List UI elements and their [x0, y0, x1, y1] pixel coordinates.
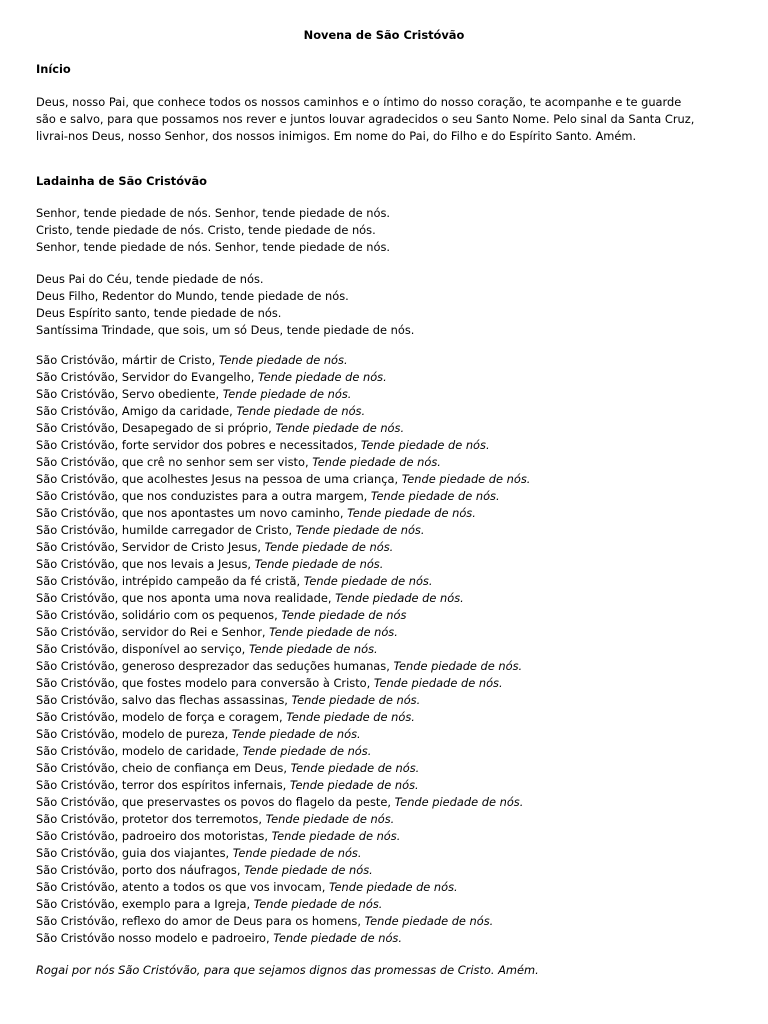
invocation-line — [36, 658, 766, 675]
invocation-text: São Cristóvão, Servo obediente, — [36, 387, 223, 401]
invocation-text: São Cristóvão, salvo das flechas assassinas, — [36, 693, 292, 707]
invocation-text: São Cristóvão, intrépido campeão da fé cristã, — [36, 574, 304, 588]
invocation-line — [36, 794, 766, 811]
invocation-text: São Cristóvão, cheio de confiança em Deus, — [36, 761, 291, 775]
page-title: Novena de São Cristóvão — [303, 28, 465, 42]
invocation-line — [36, 692, 766, 709]
invocation-text: São Cristóvão, solidário com os pequenos, — [36, 608, 282, 622]
kyrie-line: Senhor, tende piedade de nós. Senhor, tende piedade de nós. — [36, 206, 391, 220]
invocation-line — [36, 437, 766, 454]
invocation-line — [36, 845, 766, 862]
invocation-response: Tende piedade de nós. — [394, 795, 524, 809]
invocation-response: Tende piedade de nós. — [258, 370, 387, 384]
trinity-line: Deus Filho, Redentor do Mundo, tende piedade de nós. — [36, 289, 349, 303]
trinity-line: Deus Espírito santo, tende piedade de nós. — [36, 306, 282, 320]
invocation-line — [36, 811, 766, 828]
invocation-response: Tende piedade de nós. — [328, 880, 458, 894]
invocation-response: Tende piedade de nós. — [269, 625, 398, 639]
invocation-response: Tende piedade de nós. — [291, 693, 421, 707]
invocation-line — [36, 641, 766, 658]
invocation-response: Tende piedade de nós. — [393, 659, 523, 673]
invocation-response: Tende piedade de nós. — [254, 557, 384, 571]
invocation-text: São Cristóvão, terror dos espíritos infernais, — [36, 778, 290, 792]
invocation-response: Tende piedade de nós. — [401, 472, 531, 486]
invocation-text: São Cristóvão, que acolhestes Jesus na pessoa de uma criança, — [36, 472, 402, 486]
invocation-line — [36, 556, 766, 573]
invocation-text: São Cristóvão, generoso desprezador das seduções humanas, — [36, 659, 394, 673]
section-heading-inicio: Início — [36, 62, 71, 76]
invocation-line — [36, 590, 766, 607]
opening-prayer — [36, 94, 766, 145]
invocation-text: São Cristóvão, mártir de Cristo, — [36, 353, 219, 367]
invocation-line — [36, 369, 766, 386]
invocation-response: Tende piedade de nós. — [364, 914, 494, 928]
invocation-text: São Cristóvão, Servidor de Cristo Jesus, — [36, 540, 265, 554]
invocation-line — [36, 913, 766, 930]
invocation-response: Tende piedade de nós. — [303, 574, 433, 588]
invocation-text: São Cristóvão, Servidor do Evangelho, — [36, 370, 259, 384]
trinity-block — [36, 271, 766, 339]
invocation-text: São Cristóvão, que crê no senhor sem ser visto, — [36, 455, 313, 469]
invocation-response: Tende piedade de nós. — [231, 727, 361, 741]
invocation-response: Tende piedade de nós. — [335, 591, 464, 605]
invocation-response: Tende piedade de nós. — [242, 744, 372, 758]
kyrie-block — [36, 205, 766, 256]
invocation-response: Tende piedade de nós. — [370, 489, 500, 503]
invocation-line — [36, 454, 766, 471]
invocation-line — [36, 726, 766, 743]
invocation-text: São Cristóvão, servidor do Rei e Senhor, — [36, 625, 270, 639]
invocation-response: Tende piedade de nós. — [286, 710, 415, 724]
invocation-list — [36, 352, 766, 947]
invocation-line — [36, 420, 766, 437]
invocation-text: São Cristóvão, que fostes modelo para conversão à Cristo, — [36, 676, 374, 690]
invocation-text: São Cristóvão, atento a todos os que vos invocam, — [36, 880, 329, 894]
invocation-line — [36, 777, 766, 794]
invocation-line — [36, 879, 766, 896]
section-heading-ladainha: Ladainha de São Cristóvão — [36, 174, 207, 188]
invocation-text: São Cristóvão, que nos conduzistes para a outra margem, — [36, 489, 371, 503]
invocation-response: Tende piedade de nós. — [295, 523, 425, 537]
invocation-response: Tende piedade de nós. — [248, 642, 378, 656]
invocation-text: São Cristóvão, humilde carregador de Cristo, — [36, 523, 296, 537]
opening-prayer-line: Deus, nosso Pai, que conhece todos os nossos caminhos e o íntimo do nosso coração, te acompanhe e te guarde — [36, 95, 682, 109]
invocation-text: São Cristóvão, modelo de força e coragem, — [36, 710, 287, 724]
invocation-text: São Cristóvão, que nos aponta uma nova realidade, — [36, 591, 336, 605]
invocation-line — [36, 539, 766, 556]
invocation-text: São Cristóvão, guia dos viajantes, — [36, 846, 233, 860]
invocation-line — [36, 862, 766, 879]
invocation-response: Tende piedade de nós. — [312, 455, 441, 469]
invocation-line — [36, 760, 766, 777]
opening-prayer-line: livrai-nos Deus, nosso Senhor, dos nossos inimigos. Em nome do Pai, do Filho e do Espírito Santo. Amém. — [36, 129, 637, 143]
kyrie-line: Senhor, tende piedade de nós. Senhor, tende piedade de nós. — [36, 240, 391, 254]
invocation-line — [36, 743, 766, 760]
invocation-text: São Cristóvão, que nos levais a Jesus, — [36, 557, 255, 571]
invocation-text: São Cristóvão, forte servidor dos pobres e necessitados, — [36, 438, 361, 452]
invocation-line — [36, 522, 766, 539]
invocation-line — [36, 675, 766, 692]
invocation-response: Tende piedade de nós. — [236, 404, 366, 418]
invocation-text: São Cristóvão, que preservastes os povos do flagelo da peste, — [36, 795, 395, 809]
invocation-response: Tende piedade de nós — [281, 608, 407, 622]
invocation-response: Tende piedade de nós. — [253, 897, 383, 911]
invocation-response: Tende piedade de nós. — [347, 506, 476, 520]
invocation-response: Tende piedade de nós. — [290, 761, 420, 775]
invocation-response: Tende piedade de nós. — [373, 676, 503, 690]
invocation-response: Tende piedade de nós. — [244, 863, 373, 877]
invocation-response: Tende piedade de nós. — [232, 846, 362, 860]
invocation-text: São Cristóvão nosso modelo e padroeiro, — [36, 931, 274, 945]
invocation-line — [36, 505, 766, 522]
invocation-text: São Cristóvão, padroeiro dos motoristas, — [36, 829, 272, 843]
invocation-response: Tende piedade de nós. — [264, 540, 394, 554]
invocation-line — [36, 573, 766, 590]
trinity-line: Deus Pai do Céu, tende piedade de nós. — [36, 272, 264, 286]
invocation-line — [36, 403, 766, 420]
invocation-text: São Cristóvão, exemplo para a Igreja, — [36, 897, 254, 911]
invocation-response: Tende piedade de nós. — [271, 829, 401, 843]
closing-prayer: Rogai por nós São Cristóvão, para que sejamos dignos das promessas de Cristo. Amém. — [36, 963, 539, 977]
invocation-response: Tende piedade de nós. — [273, 931, 402, 945]
opening-prayer-line: são e salvo, para que possamos nos rever e juntos louvar agradecidos o seu Santo Nome. Pelo sinal da Santa Cruz, — [36, 112, 695, 126]
invocation-text: São Cristóvão, Amigo da caridade, — [36, 404, 237, 418]
invocation-line — [36, 352, 766, 369]
invocation-response: Tende piedade de nós. — [265, 812, 395, 826]
invocation-response: Tende piedade de nós. — [222, 387, 352, 401]
invocation-text: São Cristóvão, porto dos náufragos, — [36, 863, 245, 877]
invocation-text: São Cristóvão, reflexo do amor de Deus para os homens, — [36, 914, 365, 928]
invocation-line — [36, 896, 766, 913]
invocation-text: São Cristóvão, Desapegado de si próprio, — [36, 421, 276, 435]
kyrie-line: Cristo, tende piedade de nós. Cristo, tende piedade de nós. — [36, 223, 376, 237]
invocation-line — [36, 488, 766, 505]
invocation-line — [36, 386, 766, 403]
invocation-text: São Cristóvão, disponível ao serviço, — [36, 642, 249, 656]
invocation-response: Tende piedade de nós. — [289, 778, 419, 792]
invocation-response: Tende piedade de nós. — [275, 421, 405, 435]
trinity-line: Santíssima Trindade, que sois, um só Deus, tende piedade de nós. — [36, 323, 415, 337]
invocation-response: Tende piedade de nós. — [360, 438, 490, 452]
invocation-line — [36, 930, 766, 947]
invocation-text: São Cristóvão, modelo de caridade, — [36, 744, 243, 758]
invocation-line — [36, 624, 766, 641]
invocation-text: São Cristóvão, modelo de pureza, — [36, 727, 232, 741]
invocation-line — [36, 709, 766, 726]
invocation-text: São Cristóvão, que nos apontastes um novo caminho, — [36, 506, 348, 520]
invocation-line — [36, 828, 766, 845]
invocation-response: Tende piedade de nós. — [218, 353, 348, 367]
invocation-text: São Cristóvão, protetor dos terremotos, — [36, 812, 266, 826]
invocation-line — [36, 607, 766, 624]
invocation-line — [36, 471, 766, 488]
